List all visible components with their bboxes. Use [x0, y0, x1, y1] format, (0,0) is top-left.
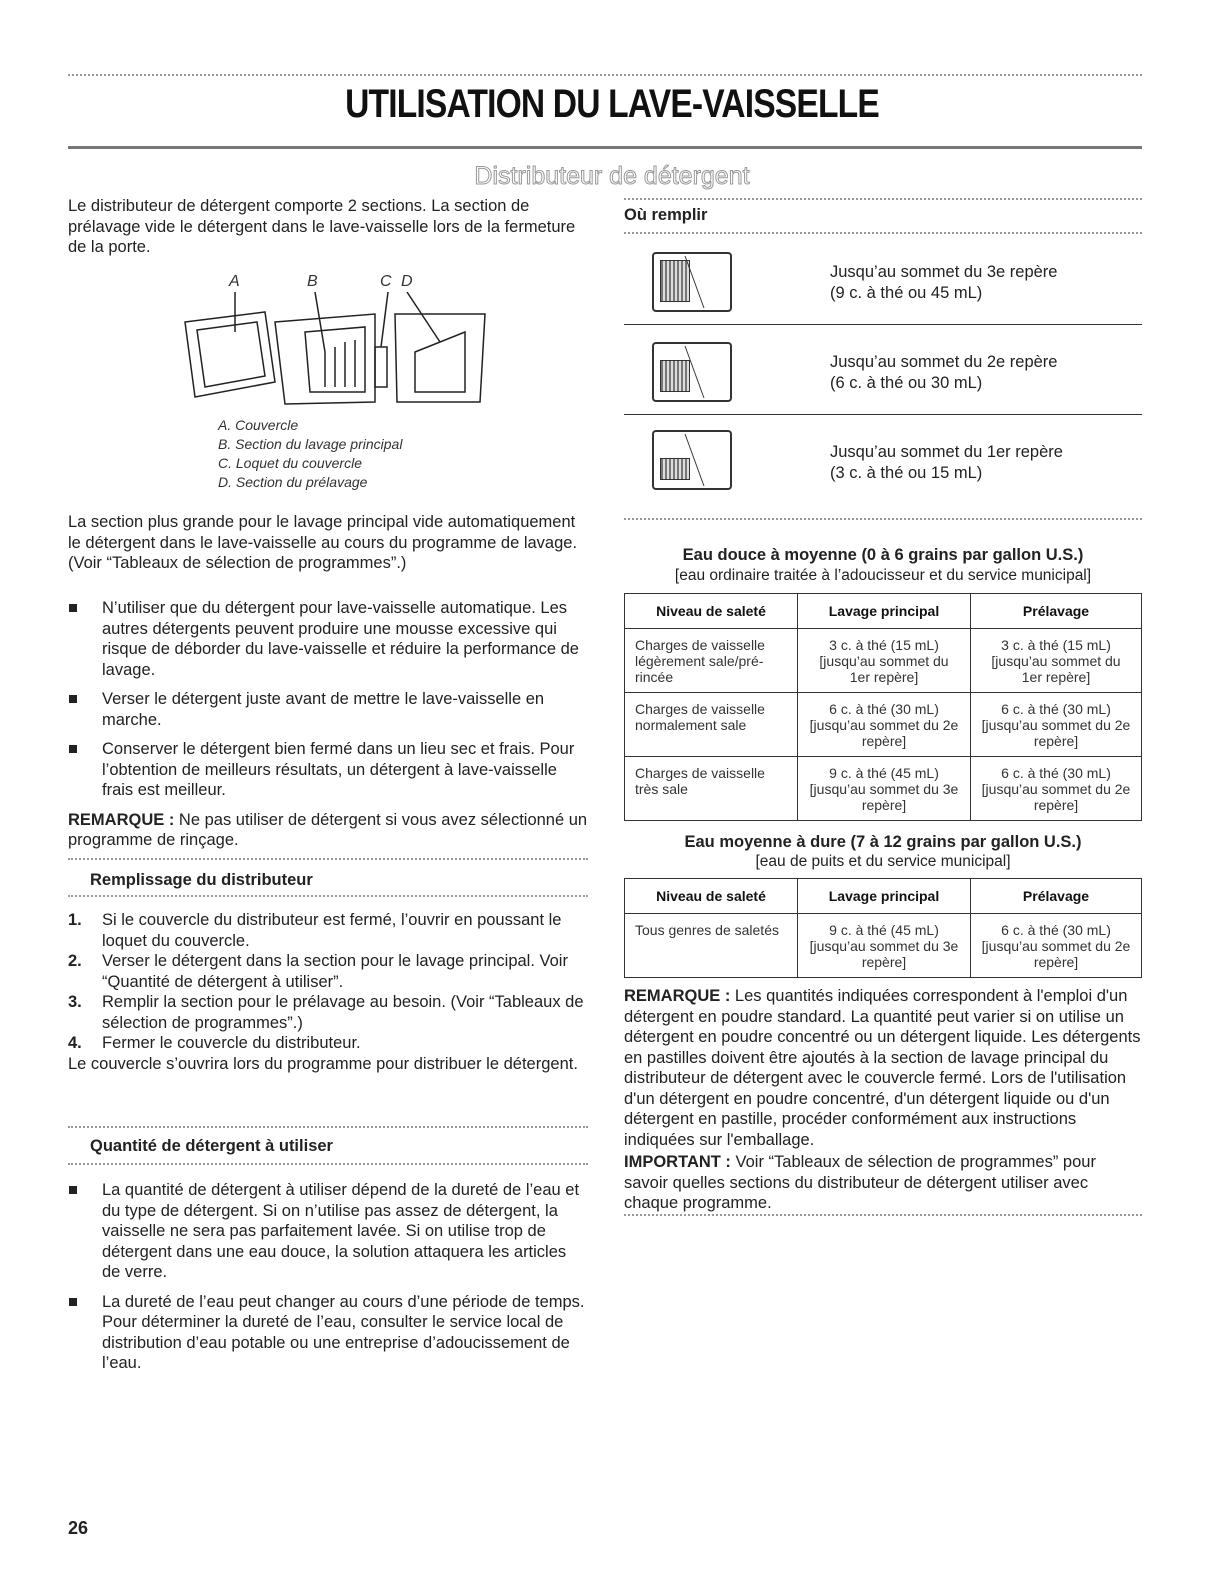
fill-level-amount: (3 c. à thé ou 15 mL) [830, 463, 983, 482]
label-b: B [307, 273, 318, 290]
bullet-item: N’utiliser que du détergent pour lave-vaisselle automatique. Les autres détergents peuvent produire une mousse excessive qui risque de déborder du lave-vaisselle et réduire la performance de lavage. [68, 598, 588, 680]
divider [624, 198, 1142, 200]
step-text: Remplir la section pour le prélavage au besoin. (Voir “Tableaux de sélection de programmes”.) [102, 993, 584, 1032]
note [68, 810, 588, 851]
note-label: REMARQUE : [624, 987, 731, 1005]
fill-level-amount: (6 c. à thé ou 30 mL) [830, 373, 983, 392]
step-text: Si le couvercle du distributeur est fermé, l’ouvrir en poussant le loquet du couvercle. [102, 911, 562, 950]
step-number: 1. [68, 911, 82, 929]
important-text: Voir “Tableaux de sélection de programmes” pour savoir quelles sections du distributeur de détergent utiliser avec chaque programme. [624, 1153, 1096, 1212]
bullet-item: La dureté de l’eau peut changer au cours d’une période de temps. Pour déterminer la dureté de l’eau, consulter le service local de distribution d’eau potable ou une entreprise d’adoucissement de l’eau. [68, 1292, 588, 1374]
table-subtitle: [eau de puits et du service municipal] [755, 853, 1011, 870]
bullet-item: Conserver le détergent bien fermé dans un lieu sec et frais. Pour l’obtention de meilleurs résultats, un détergent à lave-vaisselle frais est meilleur. [68, 739, 588, 801]
dispenser-diagram [175, 268, 505, 413]
table-row [625, 757, 1142, 821]
table-subtitle: [eau ordinaire traitée à l’adoucisseur et du service municipal] [674, 567, 1092, 584]
step-item [68, 1033, 588, 1054]
section-heading: Quantité de détergent à utiliser [90, 1137, 333, 1155]
divider [68, 1163, 588, 1165]
page-number: 26 [68, 1518, 89, 1538]
column-header: Prélavage [971, 879, 1142, 914]
label-c: C [380, 273, 392, 290]
paragraph: Le couvercle s’ouvrira lors du programme pour distribuer le détergent. [68, 1054, 578, 1073]
important-label: IMPORTANT : [624, 1153, 731, 1171]
step-number: 3. [68, 993, 82, 1011]
cell: 6 c. à thé (30 mL) [jusqu’au sommet du 2e repère] [971, 914, 1142, 978]
section-heading: Remplissage du distributeur [90, 871, 313, 889]
step-number: 4. [68, 1034, 82, 1052]
divider [68, 74, 1142, 76]
divider [624, 414, 1142, 415]
page-title: UTILISATION DU LAVE-VAISSELLE [345, 82, 879, 126]
table-row [625, 914, 1142, 978]
fill-level-label: Jusqu’au sommet du 1er repère [830, 443, 1063, 461]
table-title: Eau moyenne à dure (7 à 12 grains par gallon U.S.) [684, 833, 1082, 851]
cell: 6 c. à thé (30 mL) [jusqu’au sommet du 2e repère] [798, 693, 971, 757]
important-note [624, 1152, 1144, 1214]
bullet-item: La quantité de détergent à utiliser dépend de la dureté de l’eau et du type de détergent. Si on n’utilise pas assez de détergent, la vaisselle ne sera pas parfaitement lavée. Si on utilise trop de détergent dans une eau douce, la solution attaquera les articles de verre. [68, 1180, 588, 1283]
divider [68, 1126, 588, 1128]
step-item [68, 992, 588, 1033]
divider [624, 324, 1142, 325]
column-header: Niveau de saleté [625, 594, 798, 629]
cell: 6 c. à thé (30 mL) [jusqu’au sommet du 2e repère] [971, 757, 1142, 821]
step-item [68, 951, 588, 992]
note-text: Les quantités indiquées correspondent à l'emploi d'un détergent en poudre standard. La quantité peut varier si on utilise un détergent en poudre concentré ou un détergent liquide. Les détergents en pastilles doivent être ajoutés à la section de lavage principal du distributeur de détergent avec le couvercle fermé. Lors de l'utilisation d'un détergent en poudre concentré, d'un détergent liquide ou d'un détergent en pastille, procéder conformément aux instructions indiquées sur l'emballage. [624, 987, 1141, 1149]
column-header: Prélavage [971, 594, 1142, 629]
soft-water-table [624, 593, 1142, 821]
note-text: Ne pas utiliser de détergent si vous avez sélectionné un programme de rinçage. [68, 810, 588, 849]
step-number: 2. [68, 952, 82, 970]
table-row [625, 629, 1142, 693]
legend-item: D. Section du prélavage [218, 474, 368, 490]
label-d: D [401, 273, 413, 290]
section-heading: Où remplir [624, 206, 708, 224]
cell: Charges de vaisselle très sale [625, 757, 798, 821]
table-title: Eau douce à moyenne (0 à 6 grains par gallon U.S.) [682, 546, 1084, 564]
table-row [625, 693, 1142, 757]
divider [68, 146, 1142, 149]
bullet-list [68, 598, 588, 851]
steps-list [68, 910, 588, 1074]
divider [624, 232, 1142, 234]
diagram-legend [218, 416, 402, 492]
legend-item: A. Couvercle [218, 417, 299, 433]
cell: 3 c. à thé (15 mL) [jusqu’au sommet du 1er repère] [971, 629, 1142, 693]
cell: Charges de vaisselle normalement sale [625, 693, 798, 757]
column-header: Niveau de saleté [625, 879, 798, 914]
fill-level-row [624, 352, 1142, 442]
intro-paragraph: Le distributeur de détergent comporte 2 sections. La section de prélavage vide le détergent dans le lave-vaisselle lors de la fermeture de la porte. [68, 197, 576, 256]
fill-level-row [624, 262, 1142, 352]
legend-item: C. Loquet du couvercle [218, 455, 362, 471]
section-title: Distributeur de détergent [474, 162, 750, 190]
cell: Charges de vaisselle légèrement sale/pré-rincée [625, 629, 798, 693]
legend-item: B. Section du lavage principal [218, 436, 403, 452]
bullet-list [68, 1180, 588, 1383]
cell: 9 c. à thé (45 mL) [jusqu’au sommet du 3e repère] [798, 757, 971, 821]
note-label: REMARQUE : [68, 810, 175, 829]
fill-level-label: Jusqu’au sommet du 3e repère [830, 263, 1058, 281]
step-text: Verser le détergent dans la section pour le lavage principal. Voir “Quantité de détergent à utiliser”. [102, 952, 568, 991]
hard-water-table [624, 878, 1142, 978]
fill-level-amount: (9 c. à thé ou 45 mL) [830, 283, 983, 302]
column-header: Lavage principal [798, 594, 971, 629]
step-text: Fermer le couvercle du distributeur. [102, 1034, 361, 1052]
step-item [68, 910, 588, 951]
divider [68, 895, 588, 897]
label-a: A [229, 273, 240, 290]
fill-level-label: Jusqu’au sommet du 2e repère [830, 353, 1058, 371]
cell: 3 c. à thé (15 mL) [jusqu’au sommet du 1er repère] [798, 629, 971, 693]
bullet-item: Verser le détergent juste avant de mettre le lave-vaisselle en marche. [68, 689, 588, 730]
paragraph: La section plus grande pour le lavage principal vide automatiquement le détergent dans le lave-vaisselle au cours du programme de lavage. (Voir “Tableaux de sélection de programmes”.) [68, 513, 578, 572]
divider [68, 858, 588, 860]
column-header: Lavage principal [798, 879, 971, 914]
divider [624, 518, 1142, 520]
cell: 6 c. à thé (30 mL) [jusqu’au sommet du 2e repère] [971, 693, 1142, 757]
note [624, 986, 1144, 1150]
divider [624, 1214, 1142, 1216]
cell: Tous genres de saletés [625, 914, 798, 978]
cell: 9 c. à thé (45 mL) [jusqu’au sommet du 3e repère] [798, 914, 971, 978]
